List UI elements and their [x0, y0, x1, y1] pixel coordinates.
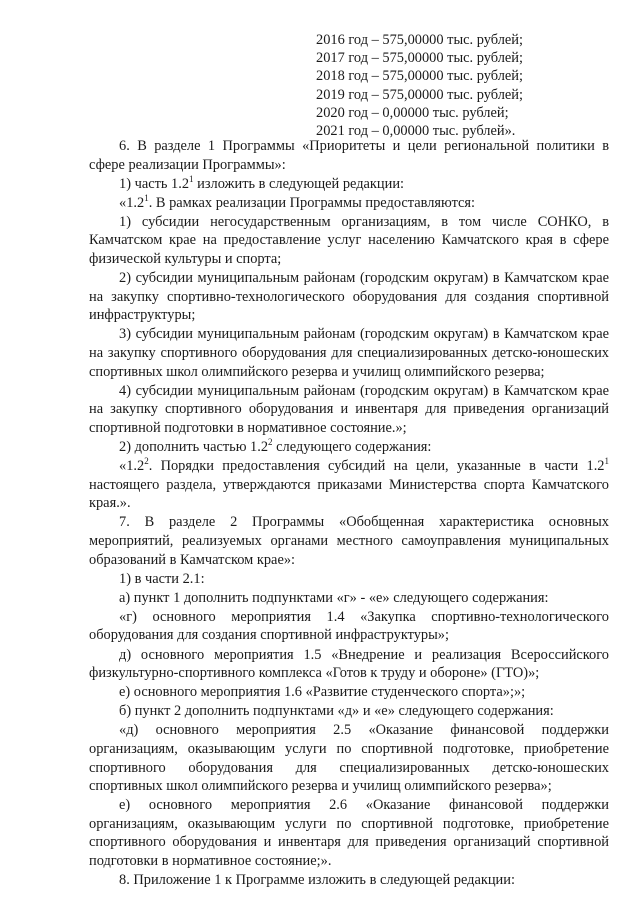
- paragraph-item-4: 4) субсидии муниципальным районам (городским округам) в Камчатском крае на закупку спортивного оборудования и инвентаря для приведения организаций спортивной подготовки в нормативное состояние.»;: [89, 382, 609, 436]
- paragraph-subitem-b: б) пункт 2 дополнить подпунктами «д» и «е» следующего содержания:: [119, 703, 554, 720]
- year-line-2021: 2021 год – 0,00000 тыс. рублей».: [316, 123, 516, 140]
- paragraph-part-1-2-2-intro: 2) дополнить частью $1.2^2$ следующего содержания:: [119, 437, 432, 455]
- year-line-2018: 2018 год – 575,00000 тыс. рублей;: [316, 68, 523, 85]
- funding-by-year-list: [316, 31, 523, 140]
- paragraph-part-1-2-1-intro: 1) часть $1.2^1$ изложить в следующей редакции:: [119, 173, 405, 192]
- paragraph-part-1-2-1-text: «$1.2^1$. В рамках реализации Программы предоставляются:: [119, 192, 476, 211]
- paragraph-part-2-1: 1) в части 2.1:: [119, 570, 205, 587]
- year-line-2016: 2016 год – 575,00000 тыс. рублей;: [316, 32, 523, 48]
- document-body: [89, 137, 609, 890]
- paragraph-subitem-d: д) основного мероприятия 1.5 «Внедрение и реализация Всероссийского физкультурно-спортивного комплекса «Готов к труду и обороне» (ГТО)»;: [89, 646, 609, 682]
- paragraph-item-3: 3) субсидии муниципальным районам (городским округам) в Камчатском крае на закупку спортивного оборудования для специализированных детско-юношеских спортивных школ олимпийского резерва и училищ олимпийского резерва;: [89, 326, 609, 380]
- paragraph-subitem-d-2-5: «д) основного мероприятия 2.5 «Оказание финансовой поддержки организациям, оказывающим услуги по спортивной подготовке, приобретение спортивного оборудования для специализированных детско-юношеских спортивных школ олимпийского резерва и училищ олимпийского резерва»;: [89, 722, 609, 795]
- paragraph-subitem-e: е) основного мероприятия 1.6 «Развитие студенческого спорта»;»;: [119, 684, 526, 701]
- paragraph-subitem-a: а) пункт 1 дополнить подпунктами «г» - «е» следующего содержания:: [119, 589, 549, 606]
- year-line-2017: 2017 год – 575,00000 тыс. рублей;: [316, 50, 523, 67]
- paragraph-subitem-e-2-6: е) основного мероприятия 2.6 «Оказание финансовой поддержки организациям, оказывающим услуги по спортивной подготовке, приобретение спортивного оборудования и инвентаря для приведения организаций спортивной подготовки в нормативное состояние;».: [89, 797, 609, 870]
- paragraph-section-8: 8. Приложение 1 к Программе изложить в следующей редакции:: [119, 872, 515, 889]
- paragraph-part-1-2-2-text: «$1.2^2$. Порядки предоставления субсидий на цели, указанные в части $1.2^1$ настоящего раздела, утверждаются приказами Министерства спорта Камчатского края.».: [89, 456, 609, 512]
- paragraph-item-2: 2) субсидии муниципальным районам (городским округам) в Камчатском крае на закупку спортивно-технологического оборудования для создания спортивной инфраструктуры;: [89, 270, 609, 324]
- paragraph-item-1: 1) субсидии негосударственным организациям, в том числе СОНКО, в Камчатском крае на предоставление услуг населению Камчатского края в сфере физической культуры и спорта;: [89, 213, 609, 268]
- year-line-2019: 2019 год – 575,00000 тыс. рублей;: [316, 86, 523, 103]
- paragraph-subitem-g: «г) основного мероприятия 1.4 «Закупка спортивно-технологического оборудования для создания спортивной инфраструктуры»;: [89, 608, 609, 644]
- paragraph-section-7: 7. В разделе 2 Программы «Обобщенная характеристика основных мероприятий, реализуемых органами местного самоуправления муниципальных образований в Камчатском крае»:: [89, 514, 609, 568]
- paragraph-section-6: 6. В разделе 1 Программы «Приоритеты и цели региональной политики в сфере реализации Программы»:: [89, 138, 609, 173]
- year-line-2020: 2020 год – 0,00000 тыс. рублей;: [316, 104, 509, 121]
